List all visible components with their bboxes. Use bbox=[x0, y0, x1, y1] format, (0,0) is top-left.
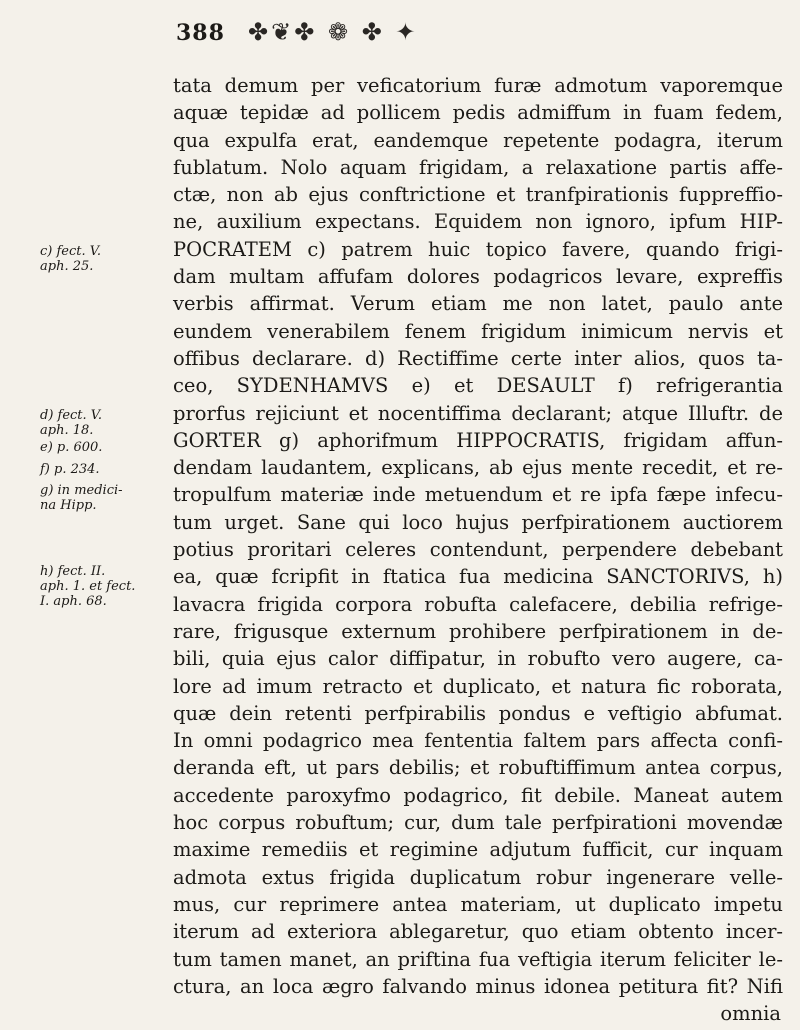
text-line: GORTER g) aphorifmum HIPPOCRATIS, frigidam affun- bbox=[173, 428, 783, 452]
text-line: aquæ tepidæ ad pollicem pedis admiffum in fuam fedem, bbox=[173, 101, 783, 125]
text-line: hoc corpus robuftum; cur, dum tale perfpirationi movendæ bbox=[173, 811, 783, 835]
text-line: maxime remediis et regimine adjutum fufficit, cur inquam bbox=[173, 838, 783, 862]
text-line: fublatum. Nolo aquam frigidam, a relaxatione partis affe- bbox=[173, 155, 783, 179]
margin-note-g: g) in medici- na Hipp. bbox=[40, 483, 123, 513]
text-line: tata demum per veficatorium furæ admotum vaporemque bbox=[173, 74, 783, 97]
body-text bbox=[173, 72, 783, 1027]
text-line: In omni podagrico mea fententia faltem pars affecta confi- bbox=[173, 729, 783, 753]
text-line: tropulfum materiæ inde metuendum et re ipfa fæpe infecu- bbox=[173, 483, 783, 507]
text-line: potius proritari celeres contendunt, perpendere debebant bbox=[173, 538, 783, 562]
margin-note-h: h) fect. II. aph. 1. et fect. I. aph. 68. bbox=[40, 564, 136, 609]
text-line: mus, cur reprimere antea materiam, ut duplicato impetu bbox=[173, 892, 783, 916]
text-line: qua expulfa erat, eandemque repetente podagra, iterum bbox=[173, 128, 783, 152]
text-line: tum urget. Sane qui loco hujus perfpirationem auctiorem bbox=[173, 510, 783, 534]
text-line: accedente paroxyfmo podagrico, fit debile. Maneat autem bbox=[173, 783, 783, 807]
text-line: verbis affirmat. Verum etiam me non latet, paulo ante bbox=[173, 292, 783, 316]
text-line: prorfus rejiciunt et nocentiffima declarant; atque Illuftr. de bbox=[173, 401, 783, 425]
text-line: ceo, SYDENHAMVS e) et DESAULT f) refrigerantia bbox=[173, 374, 783, 398]
header-ornament-icon: ✤❦✤ ❁ ✤ ✦ bbox=[248, 18, 419, 46]
text-line: admota extus frigida duplicatum robur ingenerare velle- bbox=[173, 865, 783, 889]
catchword: omnia bbox=[720, 1002, 781, 1026]
text-line: POCRATEM c) patrem huic topico favere, quando frigi- bbox=[173, 237, 783, 261]
margin-note-e: e) p. 600. bbox=[40, 440, 103, 455]
text-line: ctura, an loca ægro falvando minus idonea petitura fit? Nifi bbox=[173, 974, 783, 998]
text-line: lavacra frigida corpora robufta calefacere, debilia refrige- bbox=[173, 592, 783, 616]
text-line: quæ dein retenti perfpirabilis pondus e veftigio abfumat. bbox=[173, 701, 783, 725]
text-line: dam multam affufam dolores podagricos levare, expreffis bbox=[173, 265, 783, 289]
text-line: deranda eft, ut pars debilis; et robuftiffimum antea corpus, bbox=[173, 756, 783, 780]
text-line: ne, auxilium expectans. Equidem non ignoro, ipfum HIP- bbox=[173, 210, 783, 234]
text-line: dendam laudantem, explicans, ab ejus mente recedit, et re- bbox=[173, 456, 783, 480]
text-line: bili, quia ejus calor diffipatur, in robufto vero augere, ca- bbox=[173, 647, 783, 671]
text-line: tum tamen manet, an priftina fua veftigia iterum feliciter le- bbox=[173, 947, 783, 971]
page-header bbox=[176, 14, 576, 54]
text-line: offibus declarare. d) Rectiffime certe inter alios, quos ta- bbox=[173, 346, 783, 370]
page-number: 388 bbox=[176, 20, 225, 46]
text-line: iterum ad exteriora ablegaretur, quo etiam obtento incer- bbox=[173, 920, 783, 944]
text-line: eundem venerabilem fenem frigidum inimicum nervis et bbox=[173, 319, 783, 343]
margin-note-c: c) fect. V. aph. 25. bbox=[40, 244, 102, 274]
text-line: rare, frigusque externum prohibere perfpirationem in de- bbox=[173, 619, 783, 643]
text-line: lore ad imum retracto et duplicato, et natura fic roborata, bbox=[173, 674, 783, 698]
margin-note-f: f) p. 234. bbox=[40, 462, 100, 477]
text-line: ea, quæ fcripfit in ftatica fua medicina SANCTORIVS, h) bbox=[173, 565, 783, 589]
text-line: ctæ, non ab ejus conftrictione et tranfpirationis fuppreffio- bbox=[173, 183, 783, 207]
margin-note-d: d) fect. V. aph. 18. bbox=[40, 408, 103, 438]
